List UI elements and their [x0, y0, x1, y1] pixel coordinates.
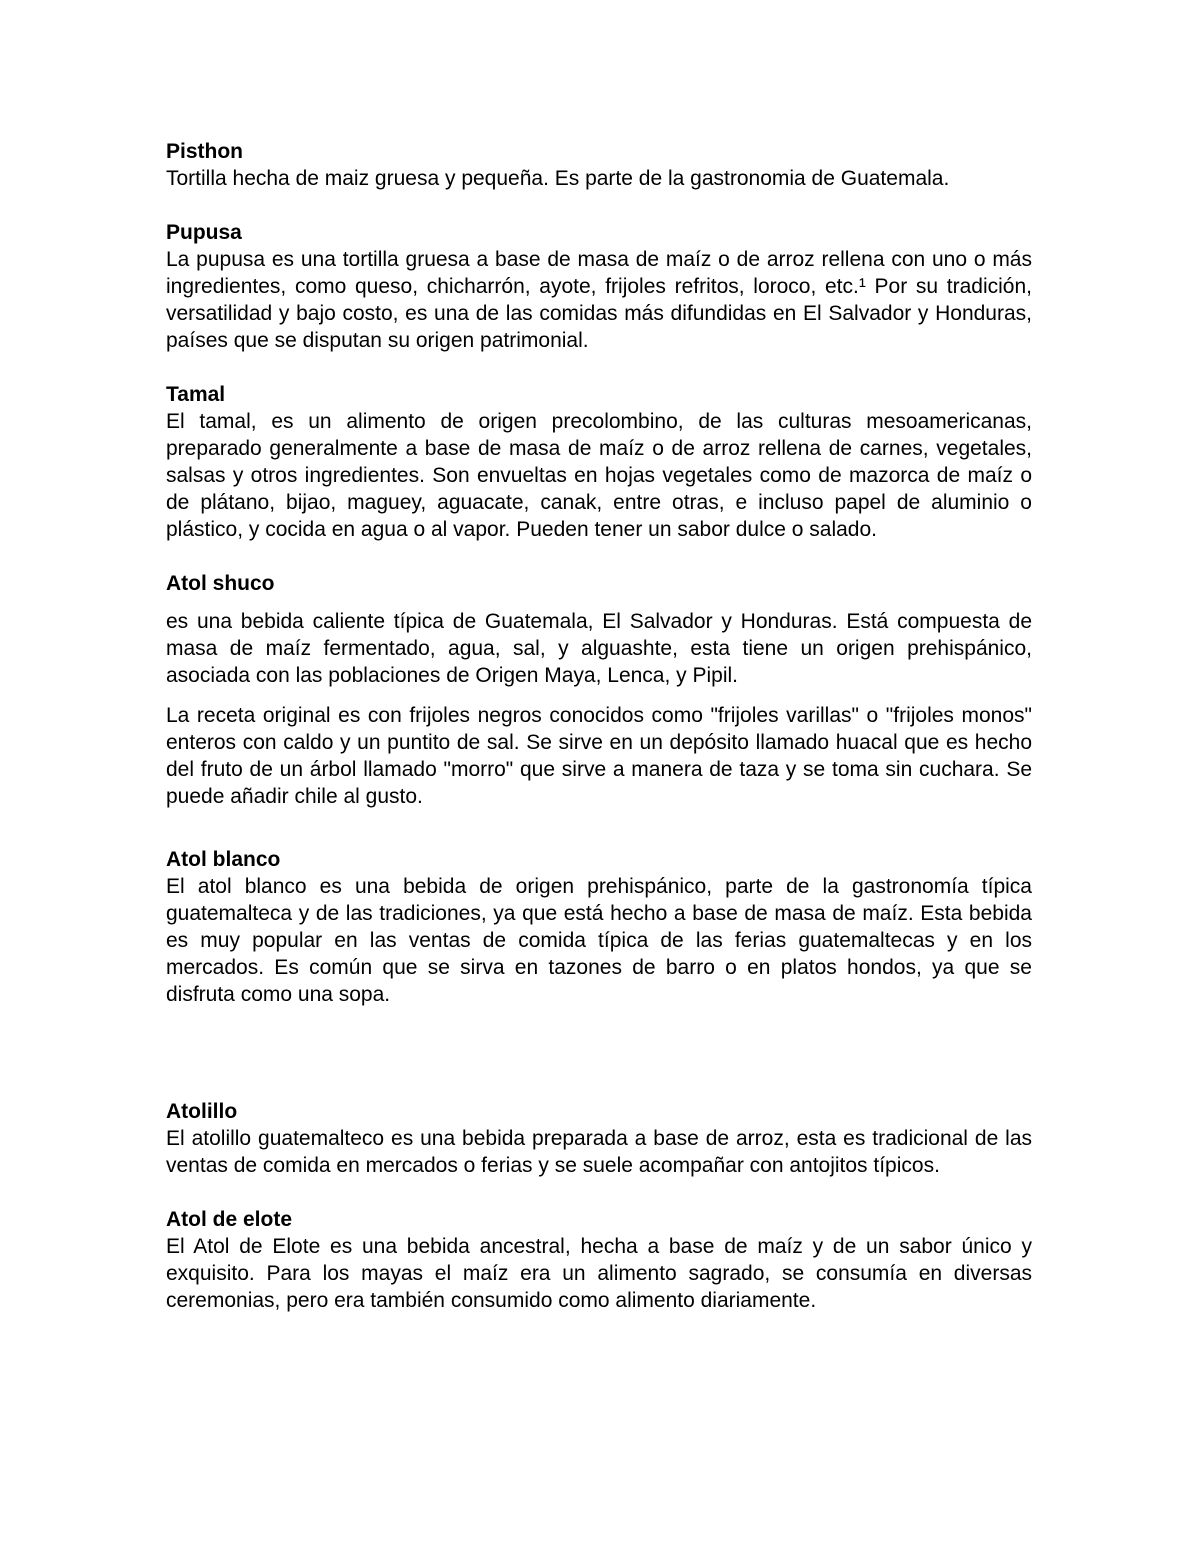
section-pisthon: [166, 138, 1032, 192]
section-paragraph: La pupusa es una tortilla gruesa a base de masa de maíz o de arroz rellena con uno o más ingredientes, como queso, chicharrón, ayote, frijoles refritos, loroco, etc.¹ Por su tradición, versatilidad y bajo costo, es una de las comidas más difundidas en El Salvador y Honduras, países que se disputan su origen patrimonial.: [166, 248, 1032, 352]
section-title: Atol blanco: [166, 848, 281, 871]
section-title: Pupusa: [166, 221, 242, 244]
section-atol-shuco: [166, 570, 1032, 810]
section-paragraph: Tortilla hecha de maiz gruesa y pequeña. Es parte de la gastronomia de Guatemala.: [166, 167, 950, 190]
section-atol-de-elote: [166, 1206, 1032, 1314]
section-atol-blanco: [166, 846, 1032, 1008]
document-page: [166, 138, 1032, 1314]
section-paragraph: El tamal, es un alimento de origen precolombino, de las culturas mesoamericanas, preparado generalmente a base de masa de maíz o de arroz rellena de carnes, vegetales, salsas y otros ingredientes. Son envueltas en hojas vegetales como de mazorca de maíz o de plátano, bijao, maguey, aguacate, canak, entre otras, e incluso papel de aluminio o plástico, y cocida en agua o al vapor. Pueden tener un sabor dulce o salado.: [166, 410, 1032, 541]
section-title: Atol de elote: [166, 1208, 293, 1231]
section-title: Pisthon: [166, 140, 243, 163]
section-paragraph: El Atol de Elote es una bebida ancestral, hecha a base de maíz y de un sabor único y exquisito. Para los mayas el maíz era un alimento sagrado, se consumía en diversas ceremonias, pero era también consumido como alimento diariamente.: [166, 1235, 1032, 1312]
section-paragraph: El atolillo guatemalteco es una bebida preparada a base de arroz, esta es tradicional de las ventas de comida en mercados o ferias y se suele acompañar con antojitos típicos.: [166, 1127, 1032, 1177]
section-pupusa: [166, 219, 1032, 354]
section-title: Atol shuco: [166, 572, 275, 595]
section-atolillo: [166, 1098, 1032, 1179]
section-title: Atolillo: [166, 1100, 238, 1123]
section-paragraph: La receta original es con frijoles negros conocidos como "frijoles varillas" o "frijoles monos" enteros con caldo y un puntito de sal. Se sirve en un depósito llamado huacal que es hecho del fruto de un árbol llamado "morro" que sirve a manera de taza y se toma sin cuchara. Se puede añadir chile al gusto.: [166, 704, 1032, 808]
section-tamal: [166, 381, 1032, 543]
section-title: Tamal: [166, 383, 226, 406]
section-paragraph: es una bebida caliente típica de Guatemala, El Salvador y Honduras. Está compuesta de masa de maíz fermentado, agua, sal, y alguashte, esta tiene un origen prehispánico, asociada con las poblaciones de Origen Maya, Lenca, y Pipil.: [166, 610, 1032, 687]
section-paragraph: El atol blanco es una bebida de origen prehispánico, parte de la gastronomía típica guatemalteca y de las tradiciones, ya que está hecho a base de masa de maíz. Esta bebida es muy popular en las ventas de comida típica de las ferias guatemaltecas y en los mercados. Es común que se sirva en tazones de barro o en platos hondos, ya que se disfruta como una sopa.: [166, 875, 1032, 1006]
